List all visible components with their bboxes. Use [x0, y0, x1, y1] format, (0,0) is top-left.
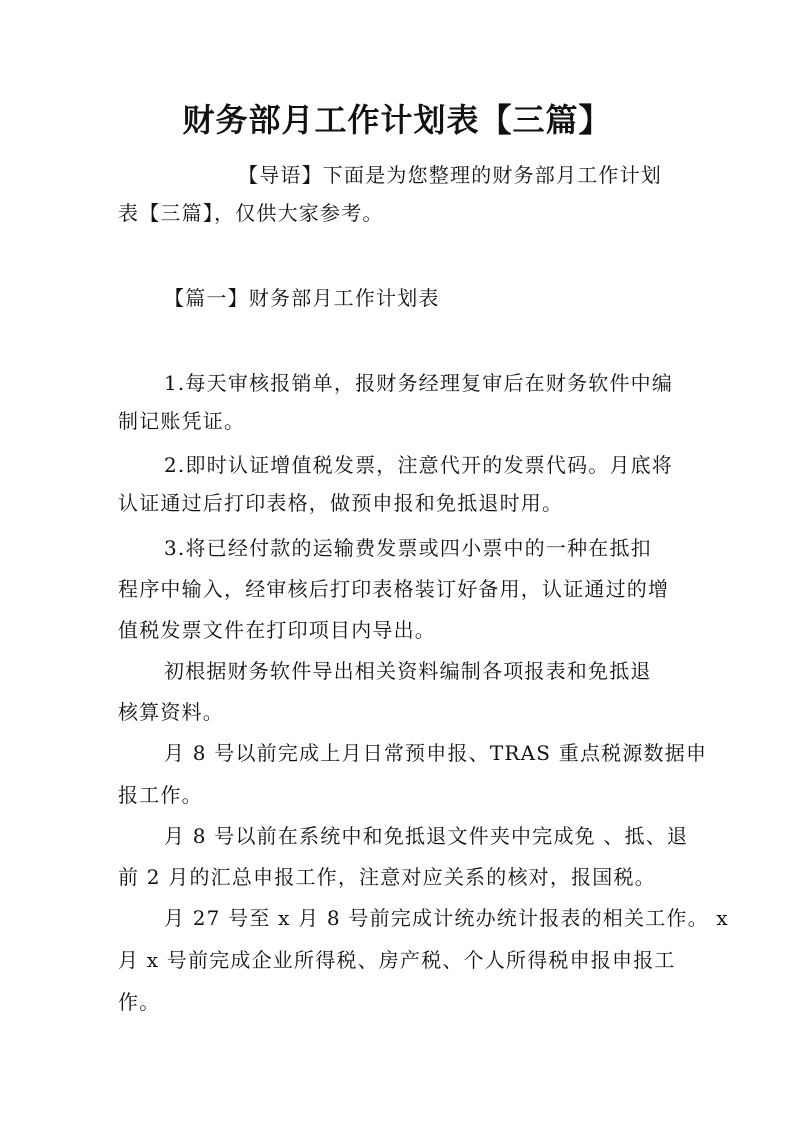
document-title: 财务部月工作计划表【三篇】 — [182, 101, 612, 139]
paragraph-4-line-1: 初根据财务软件导出相关资料编制各项报表和免抵退 — [164, 659, 652, 683]
intro-line-2: 表【三篇】，仅供大家参考。 — [118, 201, 384, 225]
paragraph-4-line-2: 核算资料。 — [118, 700, 224, 724]
paragraph-7-line-1: 月 27 号至 x 月 8 号前完成计统办统计报表的相关工作。 x — [164, 906, 729, 930]
paragraph-1-line-1: 1.每天审核报销单，报财务经理复审后在财务软件中编 — [164, 371, 674, 395]
paragraph-2-line-1: 2.即时认证增值税发票，注意代开的发票代码。月底将 — [164, 453, 674, 477]
paragraph-3-line-2: 程序中输入，经审核后打印表格装订好备用，认证通过的增 — [118, 577, 670, 601]
paragraph-3-line-3: 值税发票文件在打印项目内导出。 — [118, 618, 436, 642]
intro-line-1: 【导语】下面是为您整理的财务部月工作计划 — [238, 163, 662, 187]
paragraph-3-line-1: 3.将已经付款的运输费发票或四小票中的一种在抵扣 — [164, 536, 652, 560]
paragraph-1-line-2: 制记账凭证。 — [118, 409, 246, 433]
paragraph-6-line-1: 月 8 号以前在系统中和免抵退文件夹中完成免 、抵、退 — [164, 824, 689, 848]
paragraph-7-line-3: 作。 — [118, 990, 161, 1014]
paragraph-5-line-2: 报工作。 — [118, 783, 203, 807]
paragraph-2-line-2: 认证通过后打印表格，做预申报和免抵退时用。 — [118, 491, 564, 515]
paragraph-7-line-2: 月 x 号前完成企业所得税、房产税、个人所得税申报申报工 — [118, 948, 676, 972]
paragraph-5-line-1: 月 8 号以前完成上月日常预申报、TRAS 重点税源数据申 — [164, 741, 708, 765]
section-heading: 【篇一】财务部月工作计划表 — [164, 286, 440, 310]
paragraph-6-line-2: 前 2 月的汇总申报工作，注意对应关系的核对，报国税。 — [118, 865, 656, 889]
